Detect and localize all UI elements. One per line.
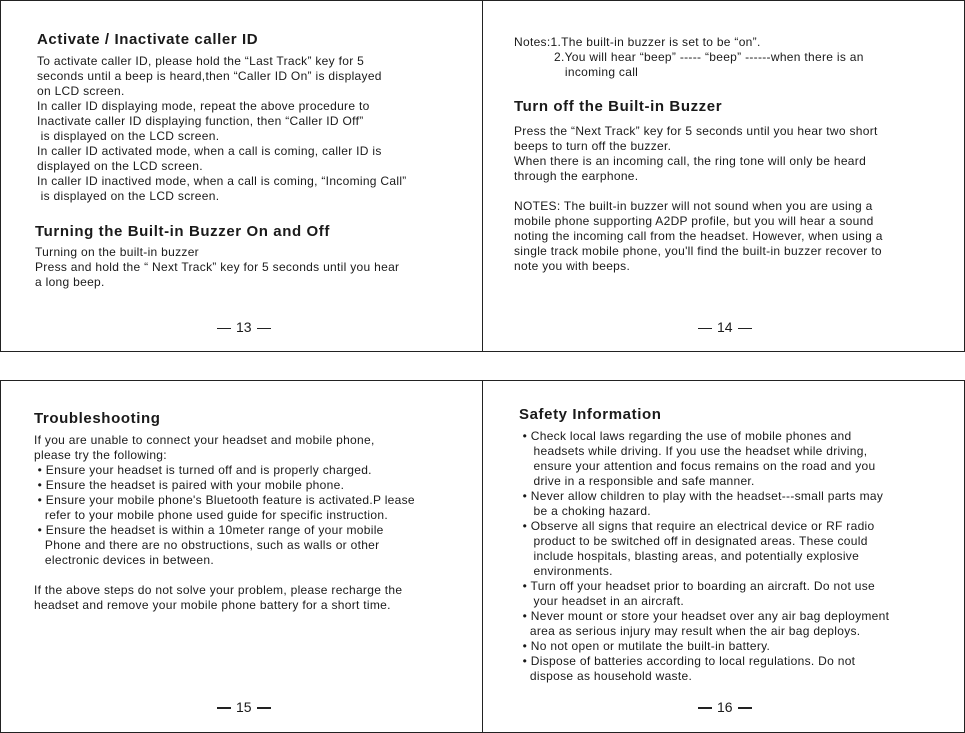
text-line: is displayed on the LCD screen.	[37, 129, 220, 143]
text-line: If you are unable to connect your headset and mobile phone,	[34, 433, 375, 447]
turn-off-buzzer-text	[514, 124, 883, 274]
text-line: 2.You will hear “beep” ----- “beep” ------when there is an	[514, 50, 864, 64]
text-line: environments.	[519, 564, 613, 578]
troubleshooting-text	[34, 433, 415, 613]
text-line: drive in a responsible and safe manner.	[519, 474, 755, 488]
page-number: 13	[212, 319, 276, 335]
text-line: note you with beeps.	[514, 259, 631, 273]
text-line: Press the “Next Track” key for 5 seconds until you hear two short	[514, 124, 878, 138]
text-line: please try the following:	[34, 448, 167, 462]
manual-page-15	[0, 380, 483, 733]
text-line: NOTES: The built-in buzzer will not sound when you are using a	[514, 199, 873, 213]
page-number: 16	[693, 699, 757, 715]
text-line: headset and remove your mobile phone battery for a short time.	[34, 598, 391, 612]
text-line: your headset in an aircraft.	[519, 594, 685, 608]
text-line: displayed on the LCD screen.	[37, 159, 203, 173]
text-line: product to be switched off in designated areas. These could	[519, 534, 868, 548]
text-line: • Dispose of batteries according to local regulations. Do not	[519, 654, 856, 668]
text-line: is displayed on the LCD screen.	[37, 189, 220, 203]
heading-troubleshooting: Troubleshooting	[34, 410, 161, 427]
manual-page-16	[482, 380, 965, 733]
text-line: include hospitals, blasting areas, and potentially explosive	[519, 549, 860, 563]
text-line: • Never allow children to play with the headset---small parts may	[519, 489, 884, 503]
buzzer-on-text	[35, 245, 399, 290]
text-line	[514, 184, 883, 199]
text-line: • No not open or mutilate the built-in battery.	[519, 639, 771, 653]
text-line: through the earphone.	[514, 169, 639, 183]
text-line: noting the incoming call from the headset. However, when using a	[514, 229, 883, 243]
safety-information-text	[519, 429, 889, 684]
text-line: mobile phone supporting A2DP profile, but you will hear a sound	[514, 214, 874, 228]
text-line: Turning on the built-in buzzer	[35, 245, 199, 259]
text-line: When there is an incoming call, the ring tone will only be heard	[514, 154, 867, 168]
text-line: • Turn off your headset prior to boarding an aircraft. Do not use	[519, 579, 875, 593]
manual-page-13	[0, 0, 483, 352]
text-line: beeps to turn off the buzzer.	[514, 139, 672, 153]
text-line: single track mobile phone, you'll find the built-in buzzer recover to	[514, 244, 882, 258]
heading-buzzer-on-off: Turning the Built-in Buzzer On and Off	[35, 223, 330, 240]
text-line	[34, 568, 415, 583]
text-line: • Ensure your headset is turned off and is properly charged.	[34, 463, 372, 477]
text-line: • Observe all signs that require an electrical device or RF radio	[519, 519, 875, 533]
text-line: If the above steps do not solve your problem, please recharge the	[34, 583, 403, 597]
page-number: 14	[693, 319, 757, 335]
text-line: In caller ID activated mode, when a call is coming, caller ID is	[37, 144, 382, 158]
text-line: • Never mount or store your headset over any air bag deployment	[519, 609, 890, 623]
text-line: headsets while driving. If you use the headset while driving,	[519, 444, 868, 458]
text-line: incoming call	[514, 65, 639, 79]
text-line: Inactivate caller ID displaying function, then “Caller ID Off”	[37, 114, 364, 128]
text-line: electronic devices in between.	[34, 553, 214, 567]
text-line: • Ensure your mobile phone's Bluetooth feature is activated.P lease	[34, 493, 415, 507]
heading-turn-off-buzzer: Turn off the Built-in Buzzer	[514, 98, 723, 115]
text-line: be a choking hazard.	[519, 504, 651, 518]
manual-page-14	[482, 0, 965, 352]
text-line: a long beep.	[35, 275, 105, 289]
text-line: In caller ID displaying mode, repeat the above procedure to	[37, 99, 370, 113]
text-line: ensure your attention and focus remains on the road and you	[519, 459, 876, 473]
text-line: In caller ID inactived mode, when a call is coming, “Incoming Call”	[37, 174, 407, 188]
text-line: • Check local laws regarding the use of mobile phones and	[519, 429, 852, 443]
text-line: To activate caller ID, please hold the “Last Track” key for 5	[37, 54, 365, 68]
text-line: seconds until a beep is heard,then “Caller ID On” is displayed	[37, 69, 382, 83]
text-line: Phone and there are no obstructions, such as walls or other	[34, 538, 380, 552]
text-line: refer to your mobile phone used guide for specific instruction.	[34, 508, 388, 522]
heading-safety-information: Safety Information	[519, 406, 662, 423]
heading-caller-id: Activate / Inactivate caller ID	[37, 31, 259, 48]
text-line: dispose as household waste.	[519, 669, 693, 683]
text-line: Notes:1.The built-in buzzer is set to be “on”.	[514, 35, 761, 49]
buzzer-notes-text	[514, 35, 864, 80]
text-line: Press and hold the “ Next Track” key for 5 seconds until you hear	[35, 260, 400, 274]
caller-id-text	[37, 54, 407, 204]
text-line: on LCD screen.	[37, 84, 125, 98]
page-number: 15	[212, 699, 276, 715]
text-line: area as serious injury may result when the air bag deploys.	[519, 624, 861, 638]
text-line: • Ensure the headset is paired with your mobile phone.	[34, 478, 345, 492]
text-line: • Ensure the headset is within a 10meter range of your mobile	[34, 523, 384, 537]
